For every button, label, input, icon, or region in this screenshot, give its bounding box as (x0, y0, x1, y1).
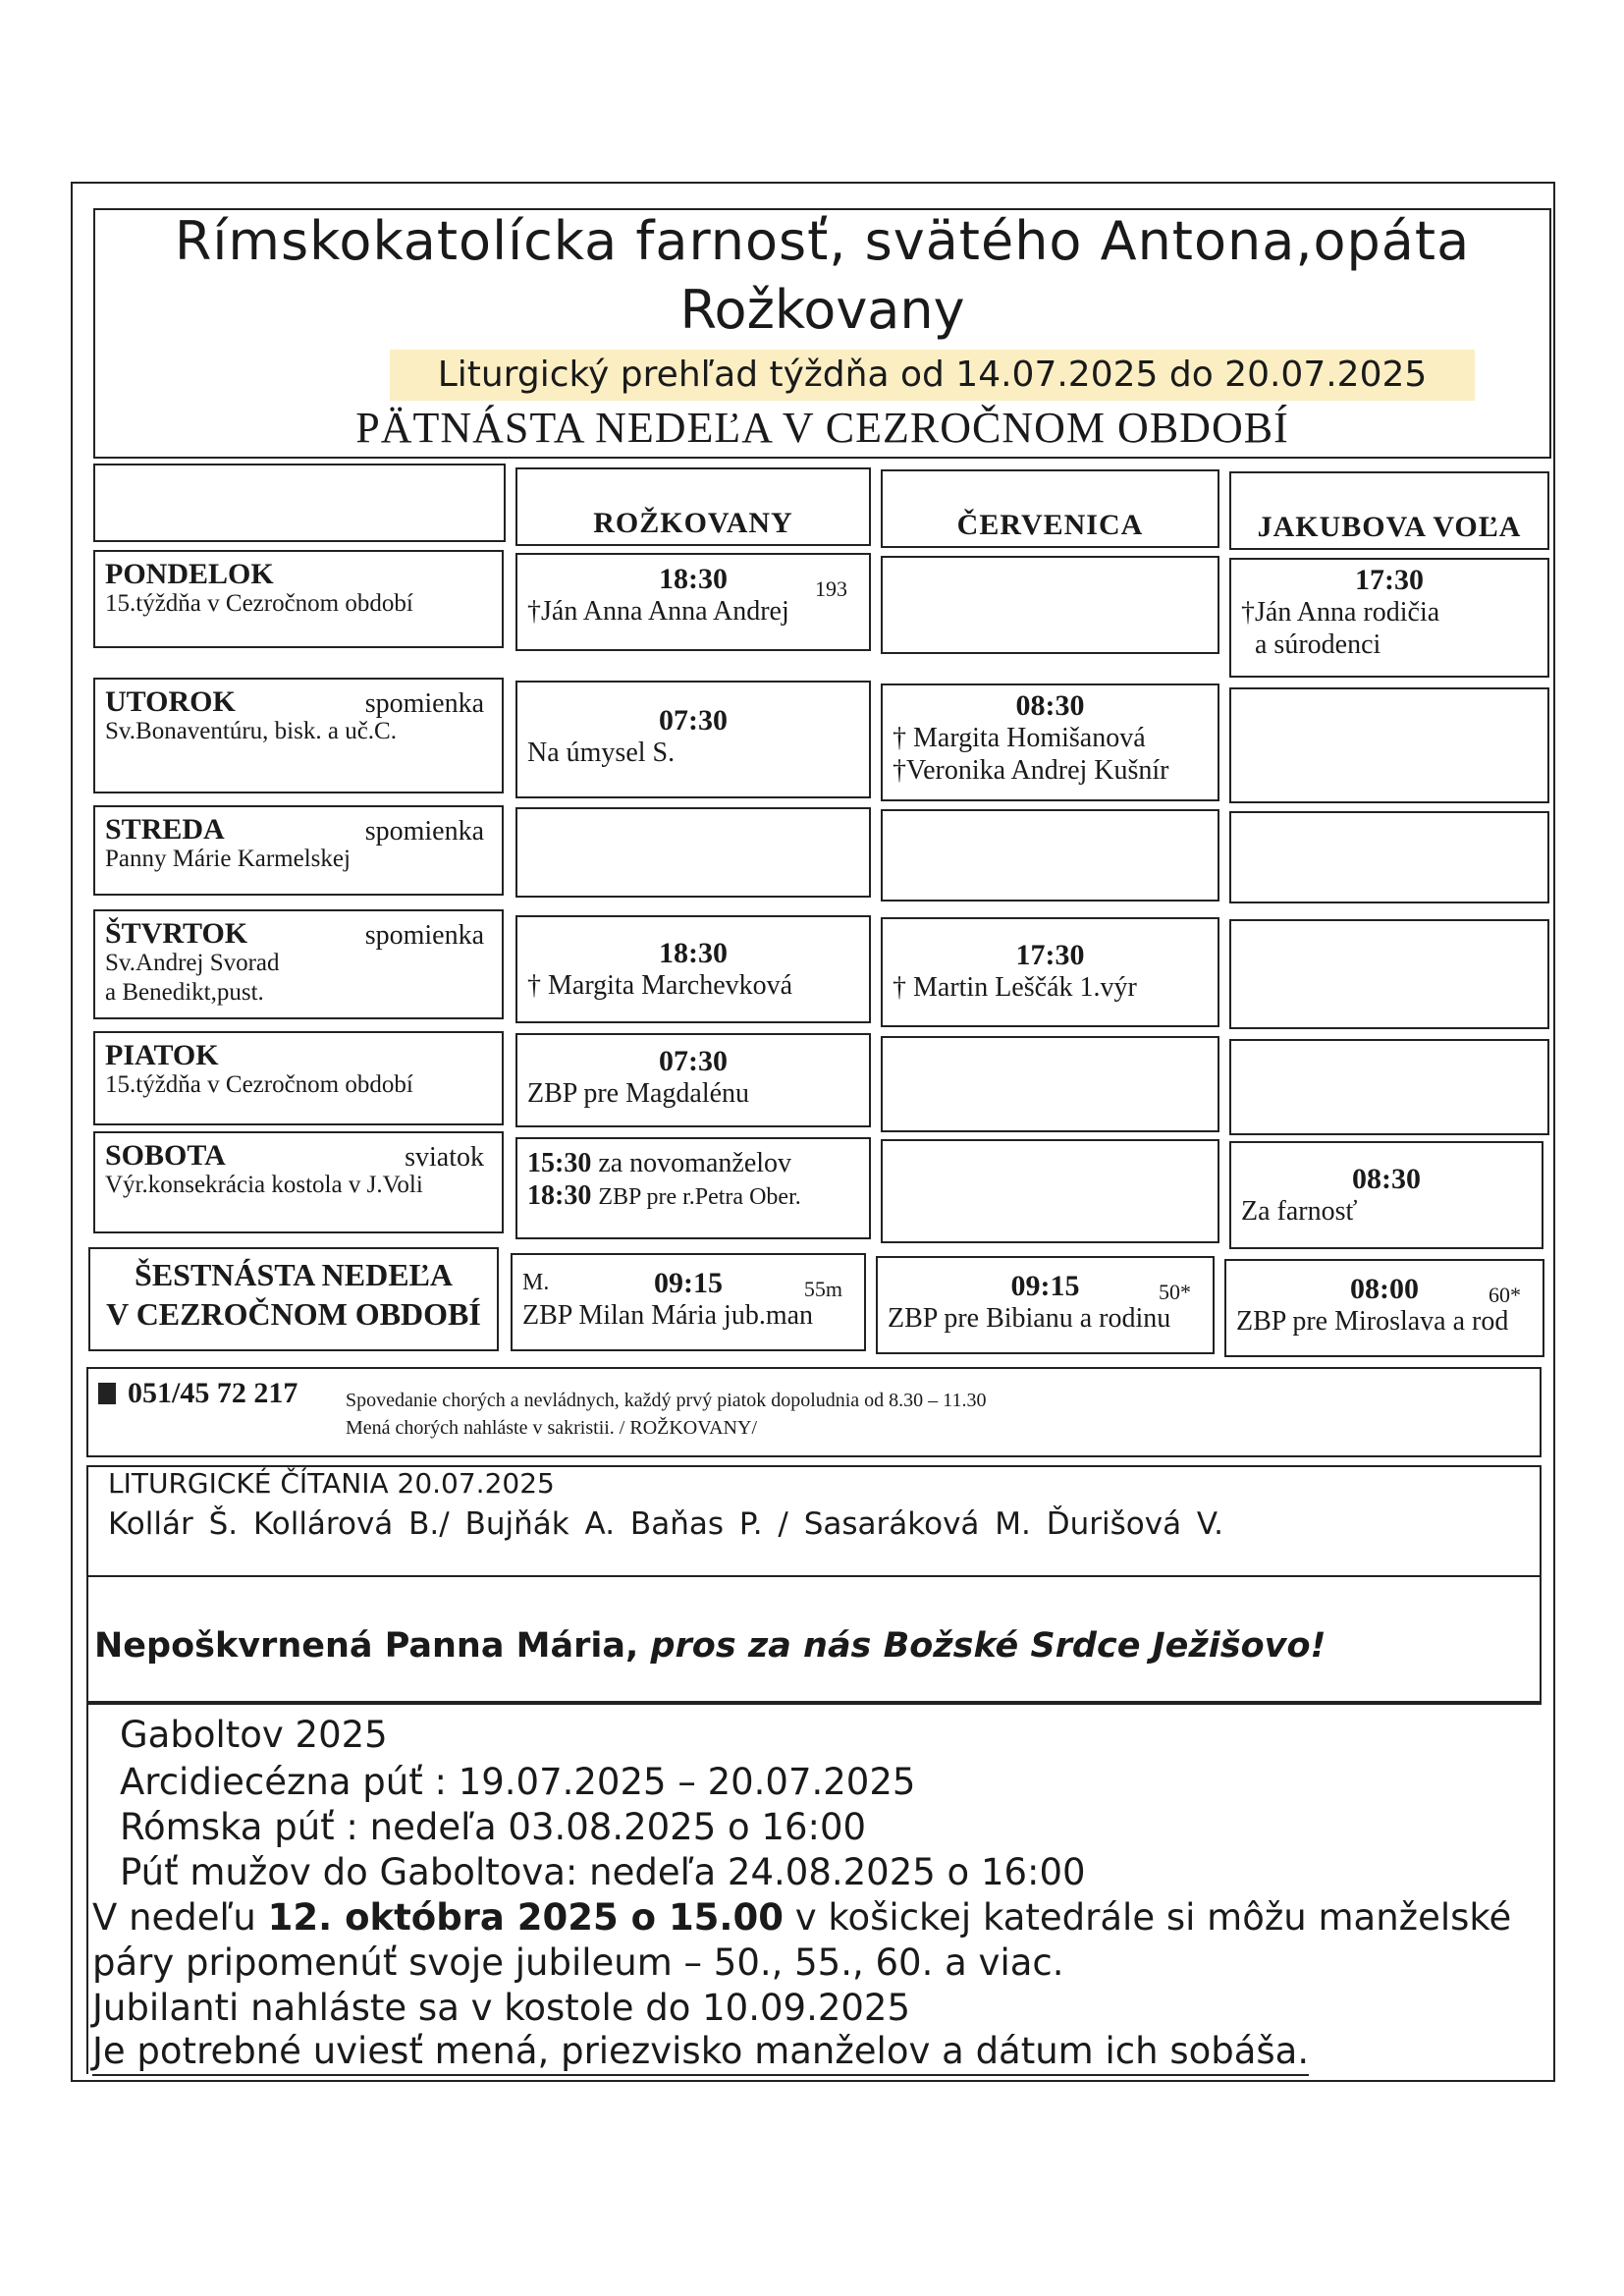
mass-fri-jakubova (1229, 1039, 1549, 1135)
col-header-jakubova-vola: JAKUBOVA VOĽA (1229, 471, 1549, 550)
day-wednesday (93, 805, 504, 896)
day-kind: sviatok (405, 1142, 484, 1173)
day-friday (93, 1031, 504, 1125)
mass-intention: ZBP pre Bibianu a rodinu (888, 1303, 1171, 1334)
mass-intention: Za farnosť (1241, 1196, 1358, 1227)
day-kind: spomienka (364, 816, 484, 847)
mass-mon-cervenica (881, 556, 1219, 654)
notes-box (86, 1703, 1542, 2074)
col-header-rozkovany: ROŽKOVANY (515, 467, 871, 546)
mass-prefix: M. (522, 1270, 550, 1295)
mass-time: 08:30 (1015, 689, 1085, 722)
mass-tue-cervenica (881, 683, 1219, 801)
mass-time: 07:30 (659, 1045, 728, 1077)
col-header-cervenica: ČERVENICA (881, 469, 1219, 548)
info-line2: Mená chorých nahláste v sakristii. / ROŽKOVANY/ (346, 1417, 758, 1439)
mass-thu-jakubova (1229, 919, 1549, 1029)
day-desc: Sv.Andrej Svorad (105, 950, 280, 976)
info-text (346, 1387, 986, 1442)
phone-icon (98, 1383, 116, 1404)
notes-line: Rómska púť : nedeľa 03.08.2025 o 16:00 (120, 1806, 867, 1848)
mass-time: 08:00 (1350, 1273, 1419, 1305)
parish-title: Rímskokatolícka farnosť, svätého Antona,opáta (174, 210, 1471, 272)
prayer-text: Nepoškvrnená Panna Mária, pros za nás Božské Srdce Ježišovo! (94, 1626, 1326, 1666)
mass-time: 18:30 (659, 937, 728, 969)
day-name: PIATOK (105, 1039, 219, 1071)
mass-intention: † Margita Marchevková (527, 970, 793, 1001)
notes-line: V nedeľu 12. októbra 2025 o 15.00 v košickej katedrále si môžu manželské (92, 1896, 1512, 1939)
mass-intention: ZBP Milan Mária jub.man (522, 1300, 814, 1331)
sunday-title: PÄTNÁSTA NEDEĽA V CEZROČNOM OBDOBÍ (355, 404, 1289, 452)
mass-number: 193 (815, 576, 847, 601)
day-name: STREDA (105, 813, 225, 846)
mass-intention-2: ZBP pre r.Petra Ober. (598, 1184, 801, 1210)
mass-number: 55m (803, 1277, 842, 1301)
mass-time: 18:30 (659, 563, 728, 595)
prayer-box (86, 1575, 1542, 1703)
mass-fri-rozkovany (515, 1033, 871, 1127)
day-saturday (93, 1131, 504, 1233)
day-sunday (88, 1247, 499, 1351)
notes-line: Arcidiecézna púť : 19.07.2025 – 20.07.2025 (120, 1761, 916, 1803)
mass-wed-jakubova (1229, 811, 1549, 903)
mass-intention: †Ján Anna Anna Andrej (527, 596, 789, 627)
mass-intention-cont: a súrodenci (1255, 629, 1381, 660)
readings-title: LITURGICKÉ ČÍTANIA 20.07.2025 (108, 1467, 555, 1500)
mass-tue-jakubova (1229, 687, 1549, 803)
day-name: SOBOTA (105, 1139, 226, 1172)
mass-intention: Na úmysel S. (527, 738, 676, 768)
week-range: Liturgický prehľad týždňa od 14.07.2025 do 20.07.2025 (390, 350, 1475, 401)
day-name: UTOROK (105, 685, 236, 718)
mass-sat-cervenica (881, 1139, 1219, 1243)
mass-time: 07:30 (659, 704, 728, 737)
day-name: PONDELOK (105, 558, 274, 590)
header-box (93, 208, 1551, 459)
mass-time: 09:15 (654, 1267, 723, 1299)
mass-time: 17:30 (1015, 939, 1085, 971)
mass-time: 17:30 (1355, 564, 1424, 596)
mass-intention: †Ján Anna rodičia (1241, 597, 1440, 628)
day-desc: Panny Márie Karmelskej (105, 846, 351, 872)
sunday-line1: ŠESTNÁSTA NEDEĽA (135, 1257, 453, 1292)
parish-town: Rožkovany (679, 279, 965, 341)
mass-intention: † Margita Homišanová (893, 723, 1146, 753)
day-thursday (93, 909, 504, 1019)
readings-box (86, 1465, 1542, 1575)
mass-wed-cervenica (881, 809, 1219, 902)
day-kind: spomienka (364, 920, 484, 951)
day-desc: Výr.konsekrácia kostola v J.Voli (105, 1172, 423, 1198)
mass-time: 09:15 (1010, 1270, 1080, 1302)
mass-thu-cervenica (881, 917, 1219, 1027)
mass-time: 08:30 (1352, 1163, 1421, 1195)
mass-time-2: 18:30 (527, 1180, 592, 1211)
phone-number: 051/45 72 217 (98, 1377, 298, 1410)
mass-tue-rozkovany (515, 681, 871, 798)
day-kind: spomienka (364, 688, 484, 719)
day-tuesday (93, 678, 504, 793)
corner-cell (93, 464, 506, 542)
mass-intention: za novomanželov (598, 1148, 792, 1178)
mass-intention: ZBP pre Magdalénu (527, 1078, 750, 1109)
mass-sat-jakubova (1229, 1141, 1543, 1249)
sunday-line2: V CEZROČNOM OBDOBÍ (106, 1296, 481, 1332)
notes-line: Jubilanti nahláste sa v kostole do 10.09.2025 (92, 1987, 910, 2029)
mass-fri-cervenica (881, 1036, 1219, 1132)
readings-names: Kollár Š. Kollárová B./ Bujňák A. Baňas P. / Sasaráková M. Ďurišová V. (108, 1506, 1223, 1542)
day-desc-cont: a Benedikt,pust. (105, 979, 264, 1006)
mass-mon-jakubova (1229, 558, 1549, 678)
mass-intention: ZBP pre Miroslava a rod (1236, 1306, 1509, 1337)
notes-line: Je potrebné uviesť mená, priezvisko manželov a dátum ich sobáša. (92, 2029, 1309, 2076)
day-name: ŠTVRTOK (105, 917, 248, 950)
mass-sun-rozkovany (511, 1253, 866, 1351)
day-desc: Sv.Bonaventúru, bisk. a uč.C. (105, 718, 397, 744)
mass-number: 50* (1159, 1280, 1191, 1304)
mass-intention-cont: †Veronika Andrej Kušnír (893, 755, 1169, 786)
info-box (86, 1367, 1542, 1457)
mass-thu-rozkovany (515, 915, 871, 1023)
mass-intention: † Martin Leščák 1.výr (893, 972, 1137, 1003)
mass-sun-jakubova (1224, 1259, 1544, 1357)
day-desc: 15.týždňa v Cezročnom období (105, 1071, 413, 1098)
notes-line: Púť mužov do Gaboltova: nedeľa 24.08.2025 o 16:00 (120, 1851, 1086, 1893)
mass-sun-cervenica (876, 1256, 1215, 1354)
mass-wed-rozkovany (515, 807, 871, 898)
notes-line: Gaboltov 2025 (120, 1714, 388, 1756)
day-desc: 15.týždňa v Cezročnom období (105, 590, 413, 617)
mass-time: 15:30 (527, 1148, 592, 1178)
notes-line: páry pripomenúť svoje jubileum – 50., 55., 60. a viac. (92, 1941, 1064, 1984)
mass-mon-rozkovany (515, 553, 871, 651)
mass-number: 60* (1489, 1283, 1521, 1307)
info-line1: Spovedanie chorých a nevládnych, každý prvý piatok dopoludnia od 8.30 – 11.30 (346, 1390, 987, 1411)
mass-sat-rozkovany (515, 1137, 871, 1239)
day-monday (93, 550, 504, 648)
